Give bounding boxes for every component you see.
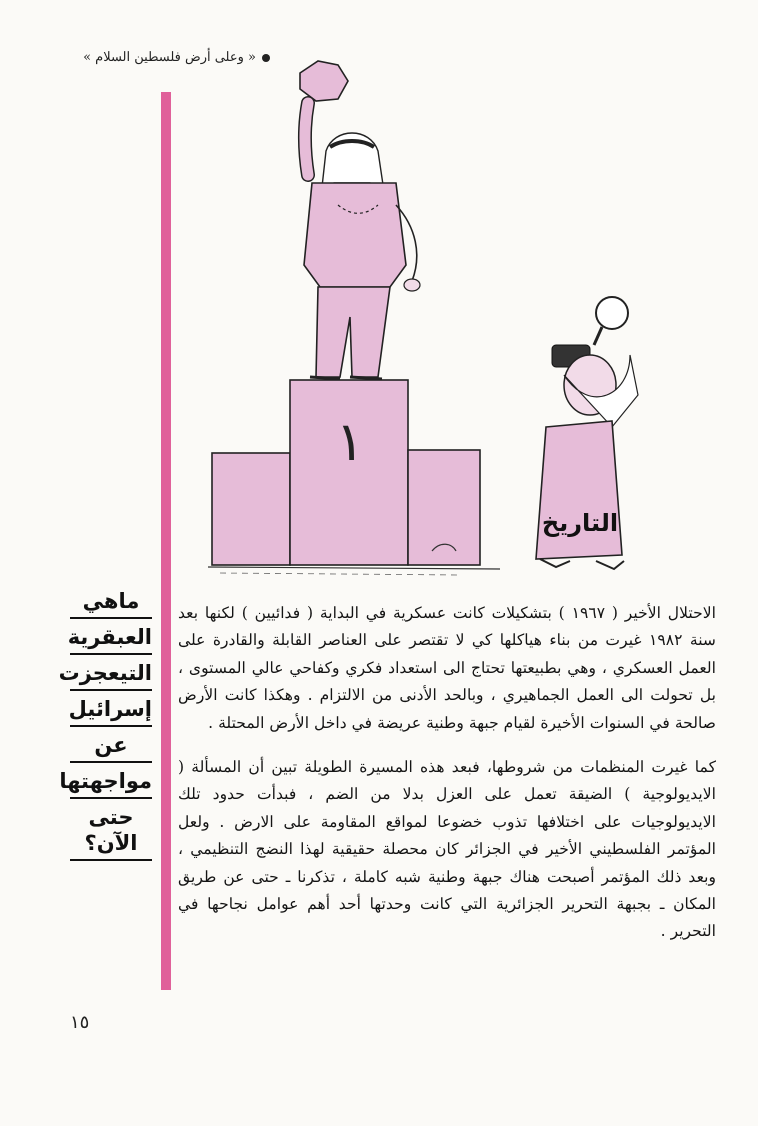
pull-quote-line: حتى الآن؟ (70, 799, 152, 861)
pull-quote-line: مواجهتها (70, 763, 152, 799)
sidebar-pull-quote (58, 583, 152, 861)
pull-quote-line: العبقرية (70, 619, 152, 655)
podium-number-label: ١ (335, 410, 365, 473)
body-paragraph: كما غيرت المنظمات من شروطها، فبعد هذه المسيرة الطويلة تبين أن المسألة ( الايديولوجية ) الضيقة تعمل على العزل بدلا من الضم ، فبدأت حدود تلك الايديولوجيات على اختلافها تذوب خضوعا لمواقع المقاومة على الارض . ولعل المؤتمر الفلسطيني الأخير في الجزائر كان محصلة حقيقية لهذا النضج التنظيمي ، وبعد ذلك المؤتمر أصبحت هناك جبهة وطنية شبه كاملة ، تذكرنا ـ حتى عن طريق المكان ـ بجبهة التحرير الجزائرية التي كانت وحدتها أحد أهم عوامل نجاحها في التحرير . (178, 758, 716, 941)
pull-quote-line: إسرائيل (70, 691, 152, 727)
pull-quote-line: التيعجزت (70, 655, 152, 691)
running-title: « وعلى أرض فلسطين السلام » (83, 50, 256, 65)
winners-podium (208, 380, 500, 575)
pink-margin-bar (161, 92, 171, 990)
standing-fighter-figure (300, 61, 420, 379)
history-figure-label: التاريخ (541, 509, 619, 537)
pull-quote-line: عن (70, 727, 152, 763)
cartoon-illustration (200, 55, 660, 585)
article-body (178, 600, 716, 946)
body-paragraph: الاحتلال الأخير ( ١٩٦٧ ) بتشكيلات كانت عسكرية في البداية ( فدائيين ) لكنها بعد سنة ١٩٨٢ غيرت من بناء هياكلها كي لا تقتصر على العناصر القابلة والقادرة على العمل العسكري ، وهي بطبيعتها تحتاج الى استعداد فكري وكفاحي عالي المستوى ، بل تحولت الى العمل الجماهيري ، وبالحد الأدنى من الالتزام . وهكذا كانت الأرض صالحة في السنوات الأخيرة لقيام جبهة وطنية عريضة في داخل الأرض المحتلة . (178, 604, 716, 732)
page-number: ١٥ (70, 1012, 90, 1033)
pull-quote-line: ماهي (70, 583, 152, 619)
